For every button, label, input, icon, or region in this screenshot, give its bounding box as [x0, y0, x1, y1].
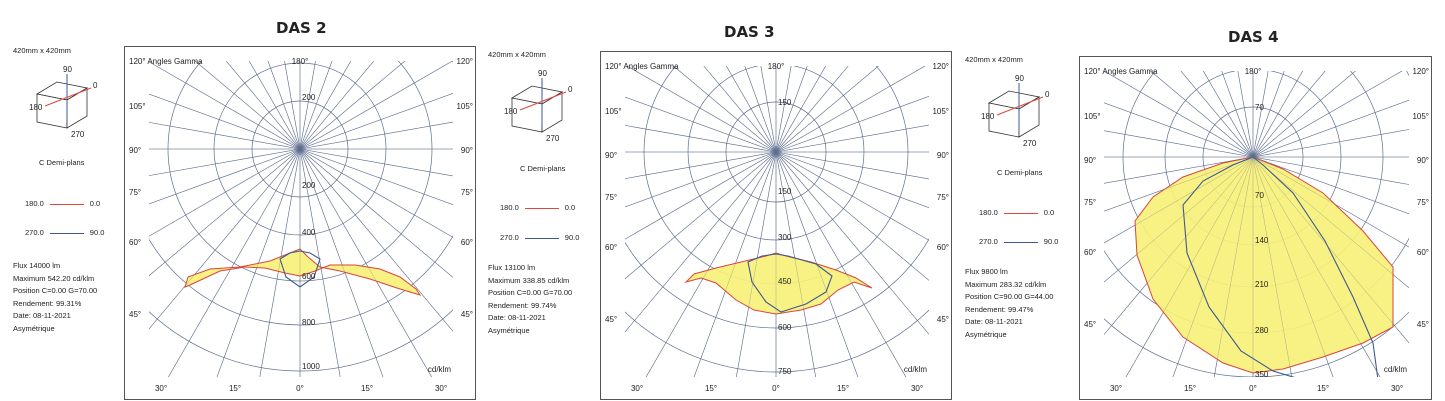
- das3-ring-label-3: 300: [778, 233, 792, 242]
- das4-angle-top: 180°: [1244, 67, 1262, 76]
- das3-legend-2-to: 90.0: [564, 233, 580, 242]
- das4-ring-label-5: 280: [1255, 326, 1269, 335]
- das4-ring-label-1: 70: [1255, 103, 1264, 112]
- das3-ring-label-2: 150: [778, 187, 792, 196]
- das4-cube-bottom: 270: [1023, 139, 1037, 148]
- das4-cube-icon: [983, 75, 1063, 147]
- das2-spoke: [300, 149, 477, 286]
- das4-c-plans-label: C Demi-plans: [997, 168, 1043, 177]
- das2-angle-bottom-30-right: 30°: [434, 384, 448, 393]
- das3-side-panel: [488, 50, 593, 340]
- das3-spoke: [707, 52, 776, 152]
- das2-legend-1-from: 180.0: [25, 199, 44, 208]
- das4-angle-left-a105: 105°: [1084, 112, 1101, 121]
- das2-legend-row-2: [25, 228, 104, 237]
- das2-cube-left: 180: [29, 103, 43, 112]
- das2-legend-1-line: [50, 204, 84, 205]
- das2-ring-label-1: 200: [302, 93, 316, 102]
- das3-angle-right-a90: 90°: [936, 151, 949, 160]
- das4-cube-right: 0: [1045, 90, 1050, 99]
- das4-side-panel: [965, 55, 1073, 345]
- das2-cube-top: 90: [63, 65, 72, 74]
- das3-ring-5: [601, 52, 953, 372]
- das3-position: Position C=0.00 G=70.00: [488, 288, 573, 297]
- das3-angle-bottom-30-left: 30°: [630, 384, 644, 393]
- das4-stats: [965, 266, 1053, 341]
- das4-ring-label-4: 210: [1255, 280, 1269, 289]
- das2-angle-bottom-30-left: 30°: [154, 384, 168, 393]
- das3-header-left: 120° Angles Gamma: [605, 62, 679, 71]
- das2-angle-top-right: 120°: [456, 57, 473, 66]
- das2-ring-label-3: 400: [302, 228, 316, 237]
- das2-ring-5: [125, 47, 477, 371]
- das4-legend-2-from: 270.0: [979, 237, 998, 246]
- das2-ring-4: [125, 47, 476, 325]
- das3-ring-label-4: 450: [778, 277, 792, 286]
- das2-angle-left-a75: 75°: [129, 188, 142, 197]
- das4-legend-row-1: [979, 208, 1054, 217]
- das2-angle-left-a90: 90°: [129, 146, 142, 155]
- das4-title: DAS 4: [1228, 28, 1279, 46]
- das2-spoke: [125, 80, 300, 149]
- das4-spoke: [1253, 57, 1433, 157]
- das3-ring-label-6: 750: [778, 367, 792, 376]
- das3-ring-label-5: 600: [778, 323, 792, 332]
- das4-polar-diagram: [1080, 57, 1433, 401]
- das4-cube-left: 180: [981, 112, 995, 121]
- das2-plot: [125, 47, 477, 401]
- das3-maximum: Maximum 338.85 cd/klm: [488, 275, 570, 285]
- das3-ring-label-1: 150: [778, 98, 792, 107]
- das2-spoke: [163, 149, 300, 401]
- das2-title: DAS 2: [276, 19, 327, 37]
- das2-asym: Asymétrique: [13, 323, 55, 333]
- das4-spoke: [1253, 57, 1433, 157]
- das2-cube-icon: [31, 66, 111, 138]
- das2-angle-left-a60: 60°: [129, 238, 142, 247]
- das4-angle-right-a90: 90°: [1416, 156, 1429, 165]
- das4-angle-right-a60: 60°: [1416, 248, 1429, 257]
- das3-angle-left-a60: 60°: [605, 243, 618, 252]
- das3-flux: Flux 13100 lm: [488, 263, 536, 272]
- das4-legend-1-from: 180.0: [979, 208, 998, 217]
- das2-header-left: 120° Angles Gamma: [129, 57, 203, 66]
- das2-spoke: [300, 149, 477, 218]
- das3-cube-left: 180: [504, 107, 518, 116]
- das4-maximum: Maximum 283.32 cd/klm: [965, 279, 1047, 289]
- das3-spoke: [776, 152, 953, 352]
- das3-angle-left-a90: 90°: [605, 151, 618, 160]
- das2-spoke: [300, 149, 477, 349]
- das4-angle-left-a60: 60°: [1084, 248, 1097, 257]
- das4-spoke: [1080, 88, 1253, 157]
- das2-legend-1-to: 0.0: [89, 199, 101, 208]
- das2-spoke: [300, 47, 437, 149]
- das4-angle-bottom-15-right: 15°: [1316, 384, 1330, 393]
- das3-angle-right-a75: 75°: [936, 193, 949, 202]
- das4-unit-label: cd/klm: [1383, 365, 1407, 374]
- das3-spoke: [776, 52, 913, 152]
- das2-angle-bottom-15-left: 15°: [228, 384, 242, 393]
- das3-legend-row-1: [500, 203, 575, 212]
- das2-angle-left-a45: 45°: [129, 310, 142, 319]
- das3-angle-bottom-15-right: 15°: [836, 384, 850, 393]
- das3-cube-right: 0: [568, 85, 573, 94]
- das2-c-plans-label: C Demi-plans: [39, 158, 85, 167]
- das4-dimensions: 420mm x 420mm: [965, 55, 1023, 64]
- das2-dimensions: 420mm x 420mm: [13, 46, 71, 55]
- das3-stats: [488, 262, 572, 337]
- das4-asym: Asymétrique: [965, 329, 1007, 339]
- das2-spoke: [125, 149, 300, 349]
- das3-legend-1-line: [525, 208, 559, 209]
- das4-cube-top: 90: [1015, 74, 1024, 83]
- das2-date: Date: 08-11-2021: [13, 311, 71, 320]
- das3-legend-1-to: 0.0: [564, 203, 576, 212]
- das3-date: Date: 08-11-2021: [488, 313, 546, 322]
- das3-cube-top: 90: [538, 69, 547, 78]
- das4-legend-1-line: [1004, 213, 1038, 214]
- das4-angle-bottom-30-left: 30°: [1109, 384, 1123, 393]
- das3-angle-bottom-30-right: 30°: [910, 384, 924, 393]
- das4-legend-2-line: [1004, 242, 1038, 243]
- das4-angle-top-right: 120°: [1412, 67, 1429, 76]
- das2-legend-2-from: 270.0: [25, 228, 44, 237]
- das4-legend-row-2: [979, 237, 1058, 246]
- das3-dimensions: 420mm x 420mm: [488, 50, 546, 59]
- das3-polar-panel: [600, 51, 952, 400]
- das3-title: DAS 3: [724, 23, 775, 41]
- das4-flux: Flux 9800 lm: [965, 267, 1008, 276]
- das2-angle-right-a105: 105°: [456, 102, 473, 111]
- das2-legend-2-line: [50, 233, 84, 234]
- das3-spoke: [776, 152, 953, 221]
- das3-unit-label: cd/klm: [903, 365, 927, 374]
- das2-legend-row-1: [25, 199, 100, 208]
- das2-rendement: Rendement: 99.31%: [13, 298, 82, 308]
- das2-polar-diagram: [125, 47, 477, 401]
- das4-angle-right-a45: 45°: [1416, 320, 1429, 329]
- das3-plot: [601, 52, 953, 401]
- das2-ring-label-2: 200: [302, 181, 316, 190]
- das2-angle-right-a60: 60°: [460, 238, 473, 247]
- das3-asym: Asymétrique: [488, 325, 530, 335]
- das3-angle-left-a105: 105°: [605, 107, 622, 116]
- das4-angle-left-a75: 75°: [1084, 198, 1097, 207]
- das4-polar-panel: [1079, 56, 1432, 400]
- das2-maximum: Maximum 542.20 cd/klm: [13, 273, 95, 283]
- das3-legend-row-2: [500, 233, 579, 242]
- das3-cube-icon: [506, 70, 586, 142]
- das3-angle-left-a45: 45°: [605, 315, 618, 324]
- das2-angle-right-a75: 75°: [460, 188, 473, 197]
- das4-header-left: 120° Angles Gamma: [1084, 67, 1158, 76]
- das4-ring-label-2: 70: [1255, 191, 1264, 200]
- das4-plot: [1080, 57, 1433, 401]
- das3-angle-top-right: 120°: [932, 62, 949, 71]
- das4-legend-1-to: 0.0: [1043, 208, 1055, 217]
- das4-spoke: [1253, 57, 1390, 157]
- das3-legend-2-from: 270.0: [500, 233, 519, 242]
- das3-angle-right-a45: 45°: [936, 315, 949, 324]
- das2-angle-bottom-0: 0°: [296, 384, 304, 393]
- das4-spoke: [1253, 88, 1433, 157]
- das4-spoke: [1253, 57, 1433, 157]
- das4-ring-label-3: 140: [1255, 236, 1269, 245]
- das2-cube-right: 0: [93, 81, 98, 90]
- das2-polar-panel: [124, 46, 476, 400]
- das3-c-plans-label: C Demi-plans: [520, 164, 566, 173]
- das4-angle-right-a75: 75°: [1416, 198, 1429, 207]
- das3-spoke: [776, 83, 953, 152]
- das4-angle-left-a90: 90°: [1084, 156, 1097, 165]
- das3-angle-top: 180°: [767, 62, 785, 71]
- das2-legend-2-to: 90.0: [89, 228, 105, 237]
- das3-legend-1-from: 180.0: [500, 203, 519, 212]
- das2-angle-right-a45: 45°: [460, 310, 473, 319]
- das4-spoke: [1184, 57, 1253, 157]
- das3-polar-diagram: [601, 52, 953, 401]
- das3-legend-2-line: [525, 238, 559, 239]
- das2-cube-bottom: 270: [71, 130, 85, 139]
- das2-side-panel: [13, 46, 118, 333]
- das4-spoke: [1253, 57, 1433, 157]
- das2-ring-label-5: 800: [302, 318, 316, 327]
- das2-ring-label-4: 600: [302, 272, 316, 281]
- das4-position: Position C=90.00 G=44.00: [965, 292, 1054, 301]
- das2-angle-top: 180°: [291, 57, 309, 66]
- das2-spoke: [125, 149, 300, 218]
- das3-angle-bottom-0: 0°: [772, 384, 780, 393]
- das3-angle-left-a75: 75°: [605, 193, 618, 202]
- das3-angle-bottom-15-left: 15°: [704, 384, 718, 393]
- das3-angle-right-a60: 60°: [936, 243, 949, 252]
- das2-spoke: [300, 80, 477, 149]
- das3-rendement: Rendement: 99.74%: [488, 300, 557, 310]
- das4-legend-2-to: 90.0: [1043, 237, 1059, 246]
- das4-angle-left-a45: 45°: [1084, 320, 1097, 329]
- das3-spoke: [776, 52, 953, 152]
- das4-date: Date: 08-11-2021: [965, 317, 1023, 326]
- das4-spoke: [1253, 57, 1433, 157]
- das4-angle-bottom-30-right: 30°: [1390, 384, 1404, 393]
- das4-angle-right-a105: 105°: [1412, 112, 1429, 121]
- das2-angle-left-a105: 105°: [129, 102, 146, 111]
- das4-curve-c0-c180: [1135, 157, 1393, 373]
- das2-flux: Flux 14000 lm: [13, 261, 61, 270]
- das4-angle-bottom-15-left: 15°: [1183, 384, 1197, 393]
- das4-ring-label-6: 350: [1255, 370, 1269, 379]
- das3-spoke: [601, 152, 776, 352]
- das3-cube-bottom: 270: [546, 134, 560, 143]
- das4-angle-bottom-0: 0°: [1249, 384, 1257, 393]
- das2-position: Position C=0.00 G=70.00: [13, 286, 98, 295]
- das2-unit-label: cd/klm: [427, 365, 451, 374]
- das2-angle-right-a90: 90°: [460, 146, 473, 155]
- das2-ring-label-6: 1000: [302, 362, 320, 371]
- das3-angle-right-a105: 105°: [932, 107, 949, 116]
- das2-spoke: [231, 47, 300, 149]
- das2-angle-bottom-15-right: 15°: [360, 384, 374, 393]
- das2-stats: [13, 260, 97, 335]
- das4-rendement: Rendement: 99.47%: [965, 304, 1034, 314]
